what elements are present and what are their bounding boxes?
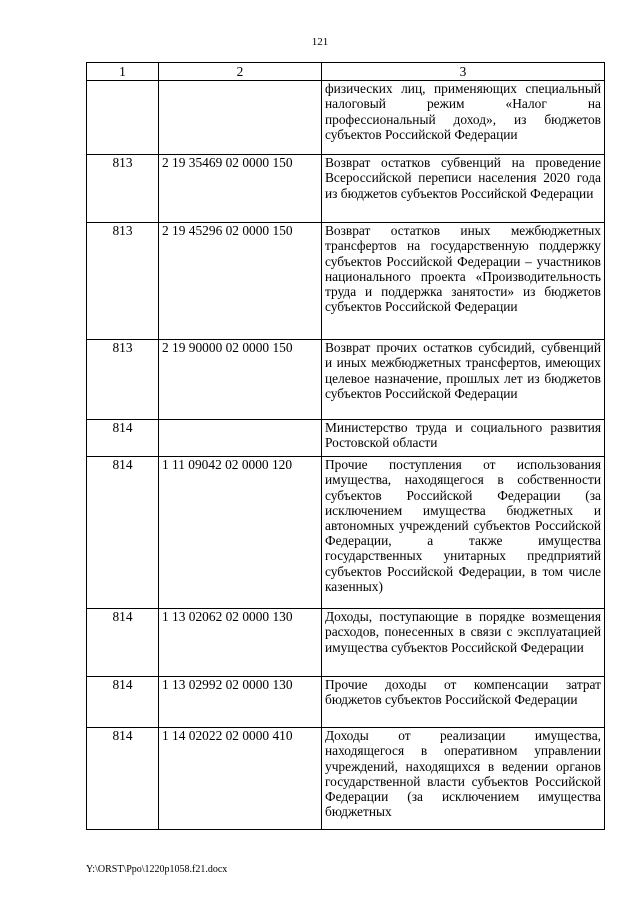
file-path-footer: Y:\ORST\Ppo\1220p1058.f21.docx xyxy=(86,864,228,875)
revenue-code xyxy=(159,420,322,457)
revenue-description: Прочие доходы от компенсации затрат бюджетов субъектов Российской Федерации xyxy=(322,677,605,728)
table-header-row xyxy=(87,63,605,81)
revenue-description: Доходы, поступающие в порядке возмещения расходов, понесенных в связи с эксплуатацией имущества субъектов Российской Федерации xyxy=(322,609,605,677)
revenue-code: 2 19 45296 02 0000 150 xyxy=(159,223,322,340)
table-row xyxy=(87,677,605,728)
table-row xyxy=(87,155,605,223)
table-row xyxy=(87,609,605,677)
admin-code xyxy=(87,81,159,155)
revenue-description: Министерство труда и социального развития Ростовской области xyxy=(322,420,605,457)
revenue-description: Прочие поступления от использования имущества, находящегося в собственности субъектов Российской Федерации (за исключением имущества бюджетных и автономных учреждений субъектов Российской Федерации, а также имущества государственных унитарных предприятий субъектов Российской Федерации, в том числе казенных) xyxy=(322,457,605,609)
column-header-2: 2 xyxy=(159,63,322,81)
revenue-code xyxy=(159,81,322,155)
revenue-code: 2 19 35469 02 0000 150 xyxy=(159,155,322,223)
admin-code: 814 xyxy=(87,420,159,457)
table-row xyxy=(87,340,605,420)
admin-code: 814 xyxy=(87,728,159,830)
revenue-description: Возврат остатков иных межбюджетных трансфертов на государственную поддержку субъектов Российской Федерации – участников национального проекта «Производительность труда и поддержка занятости» из бюджетов субъектов Российской Федерации xyxy=(322,223,605,340)
admin-code: 813 xyxy=(87,340,159,420)
revenue-code: 1 14 02022 02 0000 410 xyxy=(159,728,322,830)
column-header-3: 3 xyxy=(322,63,605,81)
table-row xyxy=(87,81,605,155)
admin-code: 814 xyxy=(87,609,159,677)
admin-code: 814 xyxy=(87,457,159,609)
revenue-description: Возврат остатков субвенций на проведение Всероссийской переписи населения 2020 года из бюджетов субъектов Российской Федерации xyxy=(322,155,605,223)
budget-code-table xyxy=(86,62,605,830)
revenue-description: Доходы от реализации имущества, находящегося в оперативном управлении учреждений, находящихся в ведении органов государственной власти субъектов Российской Федерации (за исключением имущества бюджетных xyxy=(322,728,605,830)
revenue-code: 1 11 09042 02 0000 120 xyxy=(159,457,322,609)
table-row xyxy=(87,457,605,609)
admin-code: 813 xyxy=(87,223,159,340)
table-row xyxy=(87,728,605,830)
page-number: 121 xyxy=(311,36,329,48)
admin-code: 814 xyxy=(87,677,159,728)
revenue-description: Возврат прочих остатков субсидий, субвенций и иных межбюджетных трансфертов, имеющих целевое назначение, прошлых лет из бюджетов субъектов Российской Федерации xyxy=(322,340,605,420)
revenue-code: 2 19 90000 02 0000 150 xyxy=(159,340,322,420)
table-row xyxy=(87,223,605,340)
revenue-code: 1 13 02062 02 0000 130 xyxy=(159,609,322,677)
revenue-code: 1 13 02992 02 0000 130 xyxy=(159,677,322,728)
column-header-1: 1 xyxy=(87,63,159,81)
revenue-description: физических лиц, применяющих специальный налоговый режим «Налог на профессиональный доход», из бюджетов субъектов Российской Федерации xyxy=(322,81,605,155)
table-row xyxy=(87,420,605,457)
admin-code: 813 xyxy=(87,155,159,223)
